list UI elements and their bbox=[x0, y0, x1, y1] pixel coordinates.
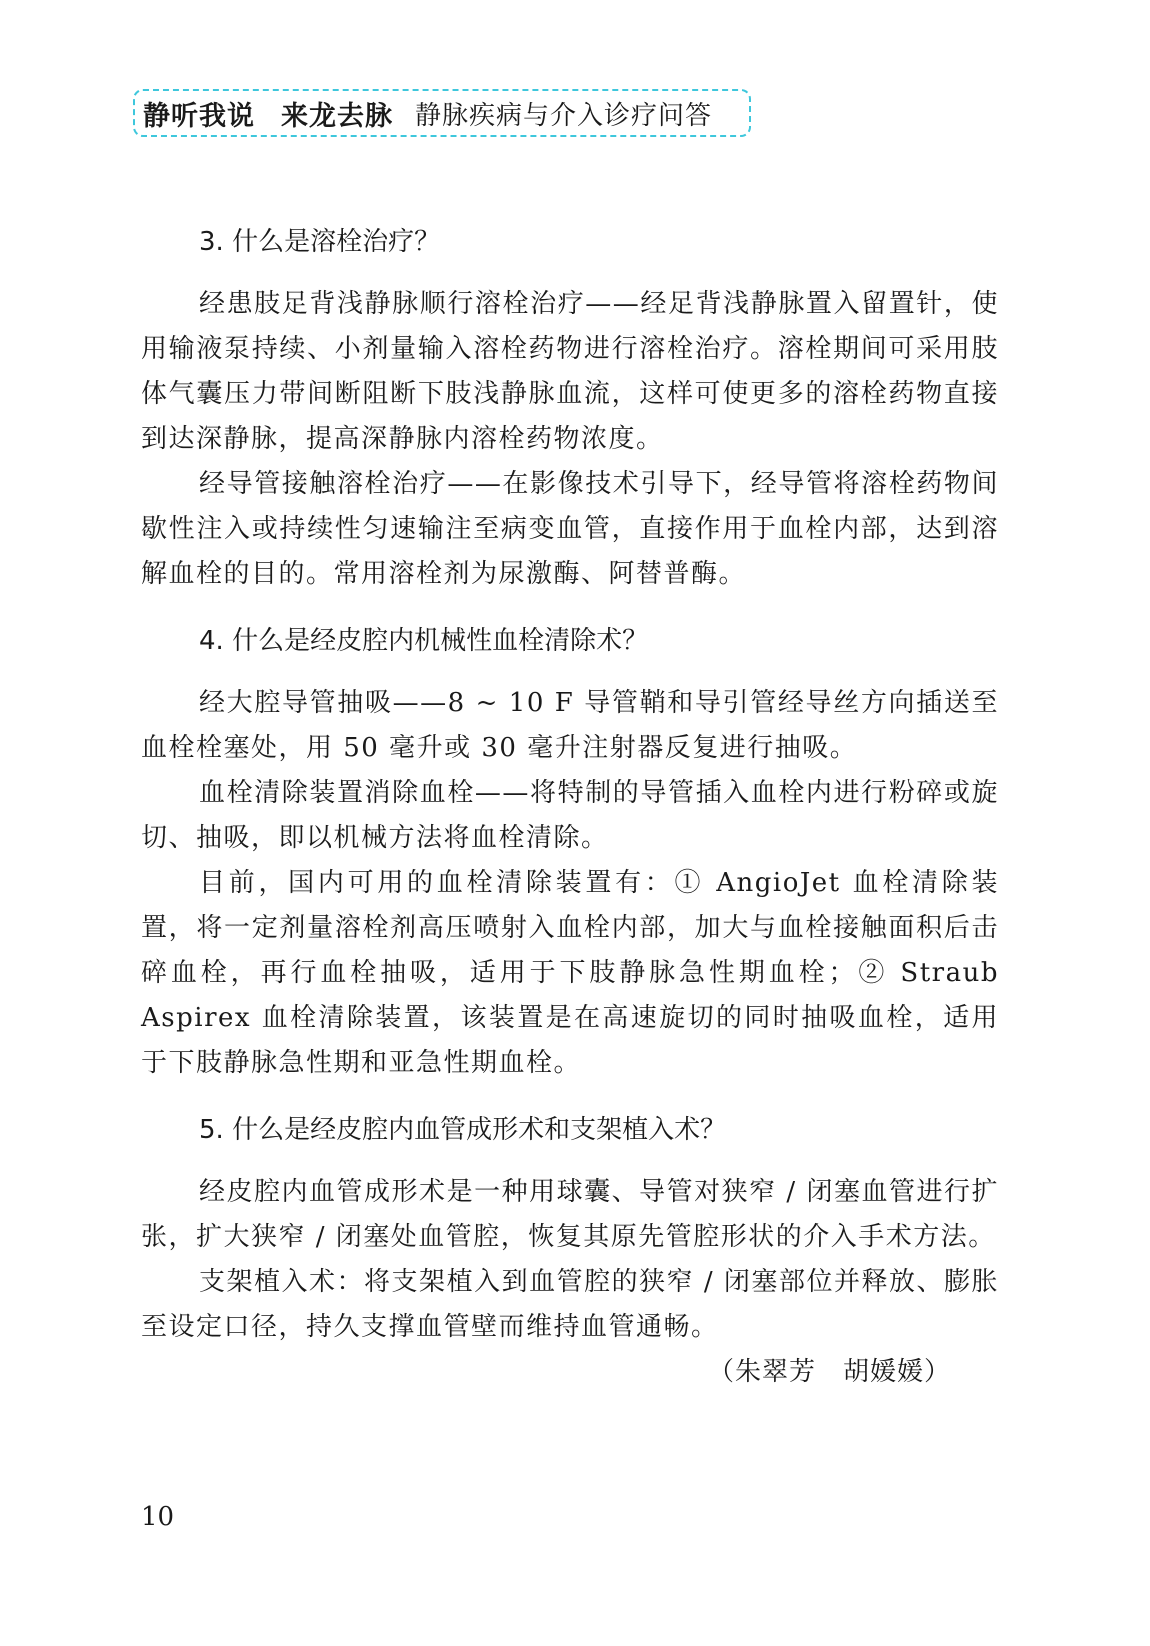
section-4-paragraph-2: 血栓清除装置消除血栓——将特制的导管插入血栓内进行粉碎或旋切、抽吸，即以机械方法将血栓清除。 bbox=[141, 778, 999, 853]
spacer bbox=[141, 1150, 999, 1170]
header-title-part2: 来龙去脉 bbox=[281, 100, 393, 132]
section-5-paragraph-1: 经皮腔内血管成形术是一种用球囊、导管对狭窄 / 闭塞血管进行扩张，扩大狭窄 / 闭塞处血管腔，恢复其原先管腔形状的介入手术方法。 bbox=[141, 1177, 999, 1252]
spacer bbox=[141, 597, 999, 621]
section-5-paragraph-2: 支架植入术：将支架植入到血管腔的狭窄 / 闭塞部位并释放、膨胀至设定口径，持久支撑血管壁而维持血管通畅。 bbox=[141, 1267, 999, 1342]
header-title-part1: 静听我说 bbox=[143, 100, 255, 132]
spacer bbox=[141, 661, 999, 681]
section-3-question: 3. 什么是溶栓治疗？ bbox=[199, 227, 441, 257]
section-4-paragraph-3: 目前，国内可用的血栓清除装置有：① AngioJet 血栓清除装置，将一定剂量溶栓剂高压喷射入血栓内部，加大与血栓接触面积后击碎血栓，再行血栓抽吸，适用于下肢静脉急性期血栓；② Straub Aspirex 血栓清除装置，该装置是在高速旋切的同时抽吸血栓，适用于下肢静脉急性期和亚急性期血栓。 bbox=[141, 868, 999, 1078]
section-4-question: 4. 什么是经皮腔内机械性血栓清除术？ bbox=[199, 626, 649, 656]
section-5-question: 5. 什么是经皮腔内血管成形术和支架植入术？ bbox=[199, 1115, 727, 1145]
section-3-paragraph-2: 经导管接触溶栓治疗——在影像技术引导下，经导管将溶栓药物间歇性注入或持续性匀速输注至病变血管，直接作用于血栓内部，达到溶解血栓的目的。常用溶栓剂为尿激酶、阿替普酶。 bbox=[141, 469, 999, 589]
section-4-paragraph-1: 经大腔导管抽吸——8 ~ 10 F 导管鞘和导引管经导丝方向插送至血栓栓塞处，用 50 毫升或 30 毫升注射器反复进行抽吸。 bbox=[141, 688, 999, 763]
spacer bbox=[141, 1086, 999, 1110]
author-credit: （朱翠芳 胡媛媛） bbox=[707, 1357, 951, 1387]
page-body bbox=[141, 222, 999, 1395]
header-subtitle: 静脉疾病与介入诊疗问答 bbox=[415, 100, 713, 131]
spacer bbox=[141, 262, 999, 282]
section-3-paragraph-1: 经患肢足背浅静脉顺行溶栓治疗——经足背浅静脉置入留置针，使用输液泵持续、小剂量输入溶栓药物进行溶栓治疗。溶栓期间可采用肢体气囊压力带间断阻断下肢浅静脉血流，这样可使更多的溶栓药物直接到达深静脉，提高深静脉内溶栓药物浓度。 bbox=[141, 289, 999, 454]
running-header bbox=[133, 89, 751, 137]
page-number: 10 bbox=[141, 1502, 175, 1532]
